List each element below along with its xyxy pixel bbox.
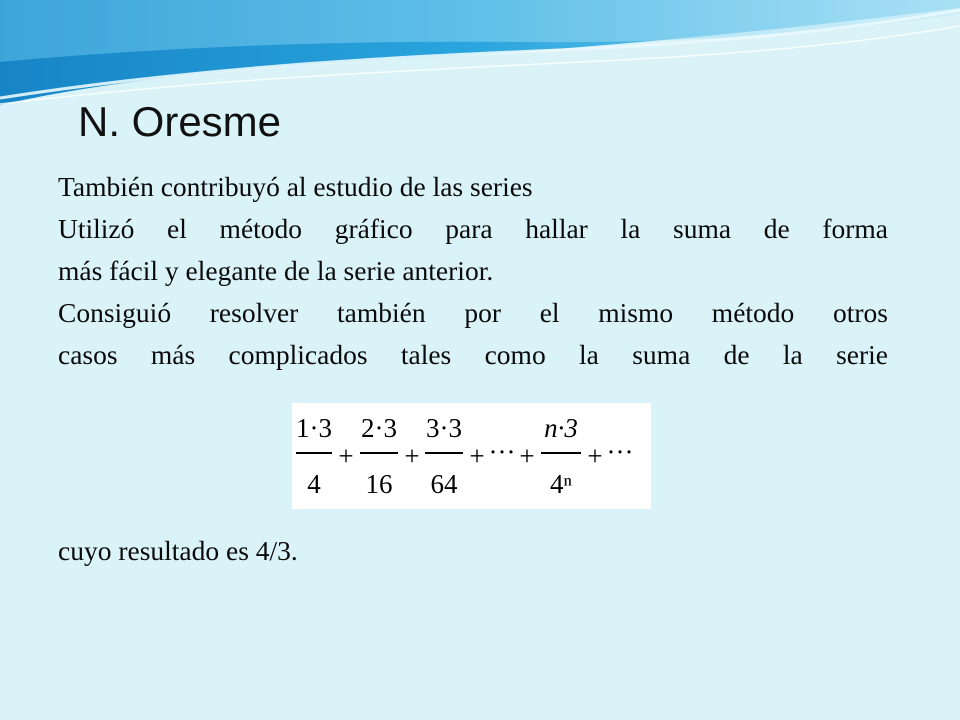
plus-sign: + [469,441,485,471]
term-3-numerator: 3·3 [426,413,462,443]
paragraph-line: casos más complicados tales como la suma de la serie [58,339,888,370]
term-3-denominator: 64 [430,469,458,499]
plus-sign: + [587,441,603,471]
result-text: cuyo resultado es 4/3. [58,535,298,566]
term-2-numerator: 2·3 [361,413,397,443]
plus-sign: + [519,441,535,471]
plus-sign: + [338,441,354,471]
plus-sign: + [404,441,420,471]
ellipsis: ··· [488,437,516,467]
paragraph-line: más fácil y elegante de la serie anterior. [58,255,494,286]
series-formula [292,403,651,509]
paragraph [58,166,888,376]
paragraph-line: Utilizó el método gráfico para hallar la suma de forma [58,213,888,244]
term-1-numerator: 1·3 [296,413,332,443]
ellipsis: ··· [606,437,634,467]
slide-title: N. Oresme [78,98,282,145]
paragraph-line: Consiguió resolver también por el mismo método otros [58,297,888,328]
term-2-denominator: 16 [365,469,393,499]
term-n-denominator: 4ⁿ [549,469,573,499]
paragraph-line: También contribuyó al estudio de las series [58,171,533,202]
term-1-denominator: 4 [307,469,321,499]
formula-graphic [292,403,651,509]
term-n-numerator: n·3 [544,413,578,443]
